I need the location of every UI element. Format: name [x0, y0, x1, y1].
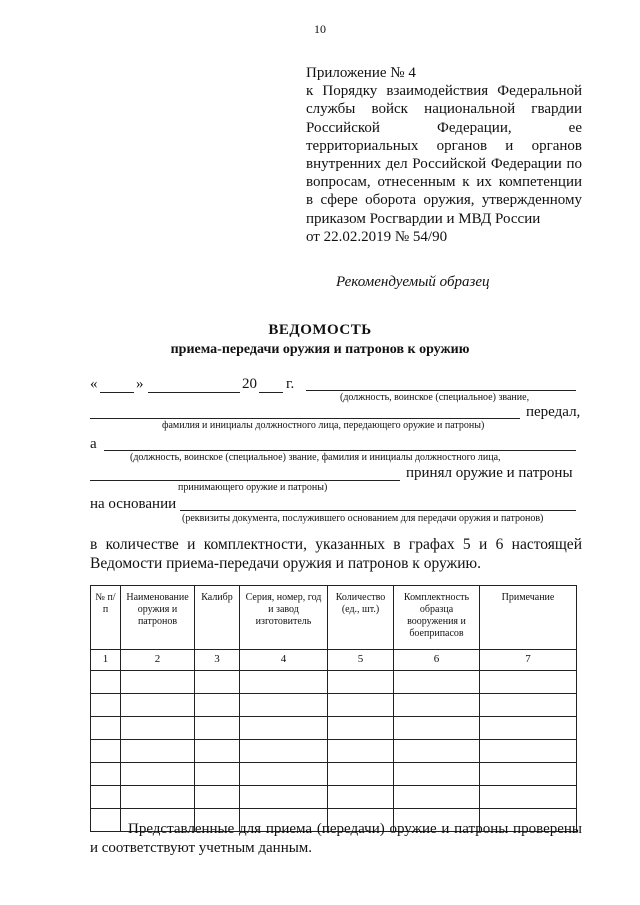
- table-cell[interactable]: [91, 740, 121, 763]
- table-cell[interactable]: [480, 763, 577, 786]
- receiver-name-line[interactable]: [90, 480, 400, 481]
- appendix-line: территориальных органов и органов: [306, 137, 582, 154]
- hint-basis: (реквизиты документа, послужившего основанием для передачи оружия и патронов): [182, 513, 544, 524]
- table-cell[interactable]: [121, 740, 195, 763]
- column-number: 5: [328, 650, 394, 671]
- table-cell[interactable]: [91, 671, 121, 694]
- month-blank-line[interactable]: [148, 392, 240, 393]
- hint-receiver: принимающего оружие и патроны): [178, 482, 328, 493]
- table-cell[interactable]: [328, 763, 394, 786]
- basis-label: на основании: [90, 496, 177, 512]
- quantity-paragraph: в количестве и комплектности, указанных в графах 5 и 6 настоящей Ведомости приема-передачи оружия и патронов к оружию.: [90, 536, 582, 572]
- table-cell[interactable]: [240, 786, 328, 809]
- header-cell: Наименование оружия и патронов: [121, 586, 195, 650]
- column-number: 7: [480, 650, 577, 671]
- table-cell[interactable]: [240, 763, 328, 786]
- giver-name-line[interactable]: [90, 418, 520, 419]
- table-cell[interactable]: [121, 763, 195, 786]
- table-row: [91, 717, 577, 740]
- appendix-block: [306, 64, 582, 246]
- table-row: [91, 786, 577, 809]
- column-number: 1: [91, 650, 121, 671]
- header-cell: № п/п: [91, 586, 121, 650]
- hint-receiver-position: (должность, воинское (специальное) звание, фамилия и инициалы должностного лица,: [130, 452, 501, 463]
- quote-close: »: [136, 376, 144, 392]
- table-cell[interactable]: [240, 671, 328, 694]
- table-cell[interactable]: [195, 763, 240, 786]
- table-cell[interactable]: [121, 717, 195, 740]
- table-cell[interactable]: [328, 717, 394, 740]
- table-cell[interactable]: [240, 694, 328, 717]
- hint-giver-name: фамилия и инициалы должностного лица, передающего оружие и патроны): [162, 420, 485, 431]
- header-cell: Комплектность образца вооружения и боеприпасов: [394, 586, 480, 650]
- table-cell[interactable]: [394, 786, 480, 809]
- table-cell[interactable]: [394, 717, 480, 740]
- column-number: 4: [240, 650, 328, 671]
- appendix-line: внутренних дел Российской Федерации по: [306, 156, 582, 173]
- hint-position: (должность, воинское (специальное) звание,: [340, 392, 530, 403]
- appendix-line: к Порядку взаимодействия Федеральной: [306, 83, 582, 100]
- column-number: 3: [195, 650, 240, 671]
- receiver-position-line[interactable]: [104, 450, 576, 451]
- letter-a: а: [90, 436, 97, 452]
- table-cell[interactable]: [121, 786, 195, 809]
- table-row: [91, 740, 577, 763]
- table-cell[interactable]: [240, 740, 328, 763]
- header-cell: Калибр: [195, 586, 240, 650]
- header-cell: Количество (ед., шт.): [328, 586, 394, 650]
- word-handed: передал,: [526, 404, 581, 420]
- table-cell[interactable]: [195, 694, 240, 717]
- header-cell: Серия, номер, год и завод изготовитель: [240, 586, 328, 650]
- table-cell[interactable]: [480, 740, 577, 763]
- table-cell[interactable]: [195, 740, 240, 763]
- appendix-line: Приложение № 4: [306, 65, 416, 81]
- column-number: 2: [121, 650, 195, 671]
- header-cell: Примечание: [480, 586, 577, 650]
- table-cell[interactable]: [240, 717, 328, 740]
- table-cell[interactable]: [394, 671, 480, 694]
- table-row: [91, 694, 577, 717]
- page-number: 10: [314, 22, 326, 36]
- appendix-line: в сфере оборота оружия, утвержденному: [306, 192, 582, 209]
- year-prefix: 20: [242, 376, 257, 392]
- table-cell[interactable]: [121, 671, 195, 694]
- giver-position-line[interactable]: [306, 390, 576, 391]
- document-subtitle: приема-передачи оружия и патронов к оружию: [170, 342, 470, 357]
- day-blank-line[interactable]: [100, 392, 134, 393]
- table-cell[interactable]: [91, 717, 121, 740]
- table-cell[interactable]: [328, 786, 394, 809]
- appendix-line: Российской Федерации, ее: [306, 119, 582, 136]
- table-cell[interactable]: [328, 740, 394, 763]
- table-cell[interactable]: [394, 740, 480, 763]
- table-cell[interactable]: [91, 786, 121, 809]
- appendix-line: вопросам, отнесенным к их компетенции: [306, 174, 582, 191]
- year-suffix: г.: [286, 376, 295, 392]
- column-number: 6: [394, 650, 480, 671]
- table-number-row: [91, 650, 577, 671]
- table-cell[interactable]: [394, 694, 480, 717]
- table-cell[interactable]: [195, 671, 240, 694]
- table-cell[interactable]: [328, 671, 394, 694]
- table-cell[interactable]: [328, 694, 394, 717]
- year-blank-line[interactable]: [259, 392, 283, 393]
- document-title: ВЕДОМОСТЬ: [268, 322, 372, 338]
- basis-line[interactable]: [180, 510, 576, 511]
- table-cell[interactable]: [394, 763, 480, 786]
- table-row: [91, 763, 577, 786]
- appendix-line: службы войск национальной гвардии: [306, 101, 582, 118]
- appendix-line: приказом Росгвардии и МВД России: [306, 210, 541, 227]
- table-cell[interactable]: [480, 786, 577, 809]
- table-cell[interactable]: [91, 763, 121, 786]
- recommended-sample-label: Рекомендуемый образец: [336, 274, 490, 290]
- table-cell[interactable]: [91, 694, 121, 717]
- table-cell[interactable]: [195, 717, 240, 740]
- appendix-line: от 22.02.2019 № 54/90: [306, 228, 448, 245]
- table-cell[interactable]: [480, 694, 577, 717]
- table-header-row: [91, 586, 577, 650]
- table-cell[interactable]: [480, 671, 577, 694]
- table-cell[interactable]: [195, 786, 240, 809]
- table-cell[interactable]: [121, 694, 195, 717]
- checked-paragraph: Представленные для приема (передачи) оружие и патроны проверены и соответствуют учетным данным.: [90, 821, 582, 856]
- transfer-table: [90, 585, 577, 832]
- table-row: [91, 671, 577, 694]
- word-received: принял оружие и патроны: [406, 465, 573, 481]
- table-cell[interactable]: [480, 717, 577, 740]
- quote-open: «: [90, 376, 98, 392]
